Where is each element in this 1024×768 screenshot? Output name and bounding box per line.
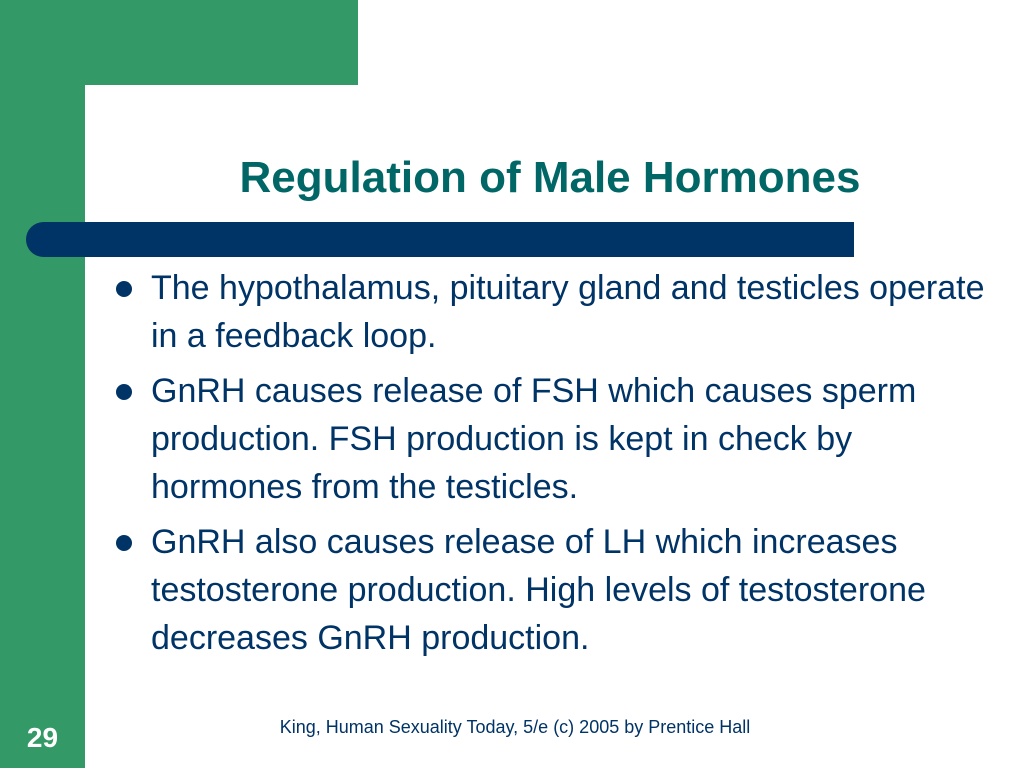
bullet-item (110, 367, 990, 511)
slide-title: Regulation of Male Hormones (239, 153, 861, 202)
green-side-band (0, 0, 85, 768)
bullet-dot-icon (116, 281, 132, 297)
page-number: 29 (26, 722, 59, 753)
bullet-list (110, 264, 990, 669)
bullet-item (110, 264, 990, 360)
bullet-text: The hypothalamus, pituitary gland and testicles operate in a feedback loop. (151, 269, 985, 355)
bullet-dot-icon (116, 535, 132, 551)
bullet-text: GnRH causes release of FSH which causes sperm production. FSH production is kept in check by hormones from the testicles. (151, 372, 917, 506)
bullet-item (110, 518, 990, 662)
green-top-band (0, 0, 358, 85)
footer-citation: King, Human Sexuality Today, 5/e (c) 2005 by Prentice Hall (279, 717, 751, 737)
bullet-text: GnRH also causes release of LH which increases testosterone production. High levels of testosterone decreases GnRH production. (151, 523, 926, 657)
title-underline-bar (26, 222, 854, 257)
bullet-dot-icon (116, 384, 132, 400)
